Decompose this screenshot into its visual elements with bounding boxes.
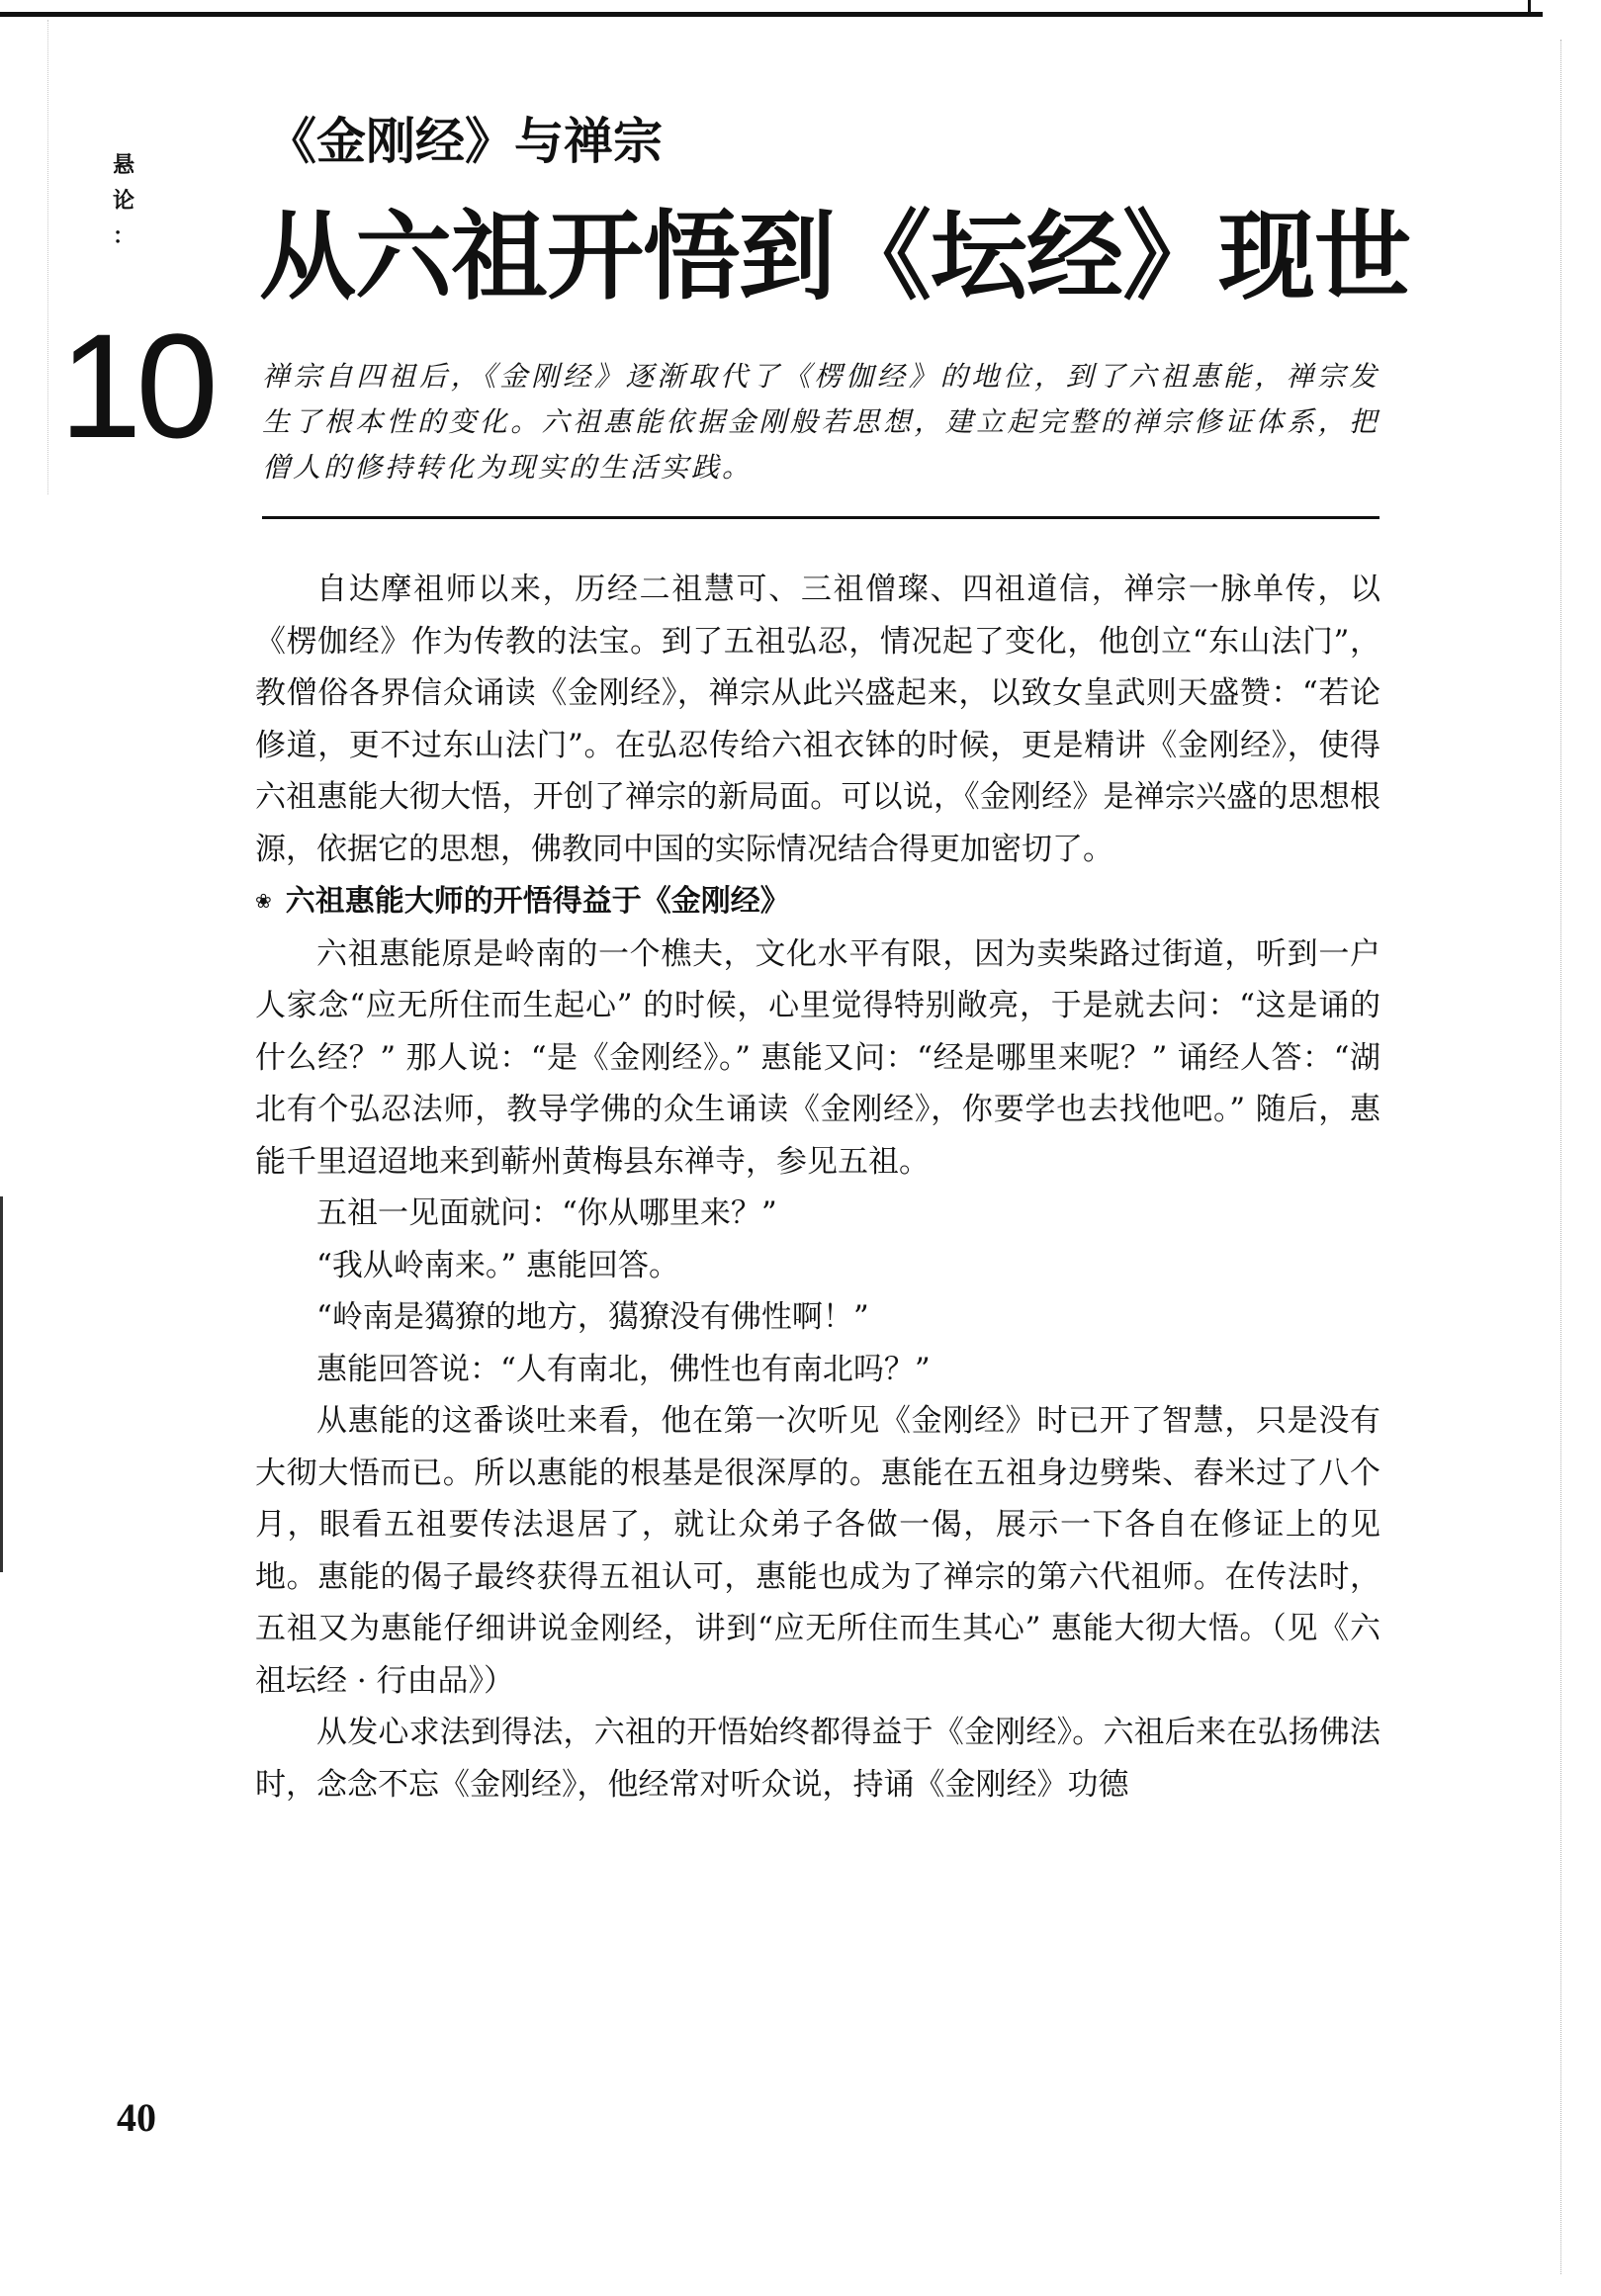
top-rule [0, 12, 1543, 17]
section-label-char: 论 [112, 189, 134, 214]
paragraph: 惠能回答说：“人有南北，佛性也有南北吗？” [316, 1351, 931, 1387]
page-edge-right [1560, 40, 1562, 2274]
section-label [104, 148, 143, 255]
paragraph: 六祖惠能原是岭南的一个樵夫，文化水平有限，因为卖柴路过街道，听到一户人家念“应无所住而生起心” 的时候，心里觉得特别敞亮，于是就去问：“这是诵的什么经？” 那人说：“是《金刚经》。” 惠能又问：“经是哪里来呢？” 诵经人答：“湖北有个弘忍法师，教导学佛的众生诵读《金刚经》，你要学也去找他吧。” 随后，惠能千里迢迢地来到蕲州黄梅县东禅寺，参见五祖。 [255, 935, 1380, 1180]
paragraph: 从惠能的这番谈吐来看，他在第一次听见《金刚经》时已开了智慧，只是没有大彻大悟而已。所以惠能的根基是很深厚的。惠能在五祖身边劈柴、舂米过了八个月，眼看五祖要传法退居了，就让众弟子各做一偈，展示一下各自在修证上的见地。惠能的偈子最终获得五祖认可，惠能也成为了禅宗的第六代祖师。在传法时，五祖又为惠能仔细讲说金刚经，讲到“应无所住而生其心” 惠能大彻大悟。（见《六祖坛经 · 行由品》） [255, 1403, 1380, 1699]
chapter-intro: 禅宗自四祖后，《金刚经》逐渐取代了《楞伽经》的地位，到了六祖惠能，禅宗发生了根本性的变化。六祖惠能依据金刚般若思想，建立起完整的禅宗修证体系，把僧人的修持转化为现实的生活实践。 [262, 360, 1379, 484]
paragraph: 五祖一见面就问：“你从哪里来？” [316, 1195, 777, 1231]
section-heading-text: 六祖惠能大师的开悟得益于《金刚经》 [285, 884, 790, 919]
chapter-number: 10 [59, 303, 213, 469]
paragraph: “我从岭南来。” 惠能回答。 [316, 1247, 680, 1283]
chapter-subtitle: 《金刚经》与禅宗 [267, 112, 663, 170]
page-edge-left [47, 20, 49, 494]
section-label-char: ： [112, 224, 134, 249]
paragraph: 从发心求法到得法，六祖的开悟始终都得益于《金刚经》。六祖后来在弘扬佛法时，念念不忘《金刚经》，他经常对听众说，持诵《金刚经》功德 [255, 1715, 1380, 1803]
section-heading [255, 875, 1380, 928]
flower-bullet-icon: ❀ [255, 889, 272, 913]
paragraph: 自达摩祖师以来，历经二祖慧可、三祖僧璨、四祖道信，禅宗一脉单传，以《楞伽经》作为传教的法宝。到了五祖弘忍，情况起了变化，他创立“东山法门”，教僧俗各界信众诵读《金刚经》，禅宗从此兴盛起来，以致女皇武则天盛赞：“若论修道，更不过东山法门”。在弘忍传给六祖衣钵的时候，更是精讲《金刚经》，使得六祖惠能大彻大悟，开创了禅宗的新局面。可以说，《金刚经》是禅宗兴盛的思想根源，依据它的思想，佛教同中国的实际情况结合得更加密切了。 [255, 572, 1380, 867]
top-crop-mark [1528, 0, 1531, 16]
body-text [255, 564, 1380, 1810]
section-label-char: 悬 [112, 153, 134, 178]
chapter-title: 从六祖开悟到《坛经》现世 [259, 201, 1411, 313]
intro-divider [262, 516, 1379, 519]
scan-edge-mark [0, 1196, 3, 1572]
page-number: 40 [117, 2095, 156, 2140]
paragraph: “岭南是獦獠的地方，獦獠没有佛性啊！” [316, 1299, 869, 1335]
